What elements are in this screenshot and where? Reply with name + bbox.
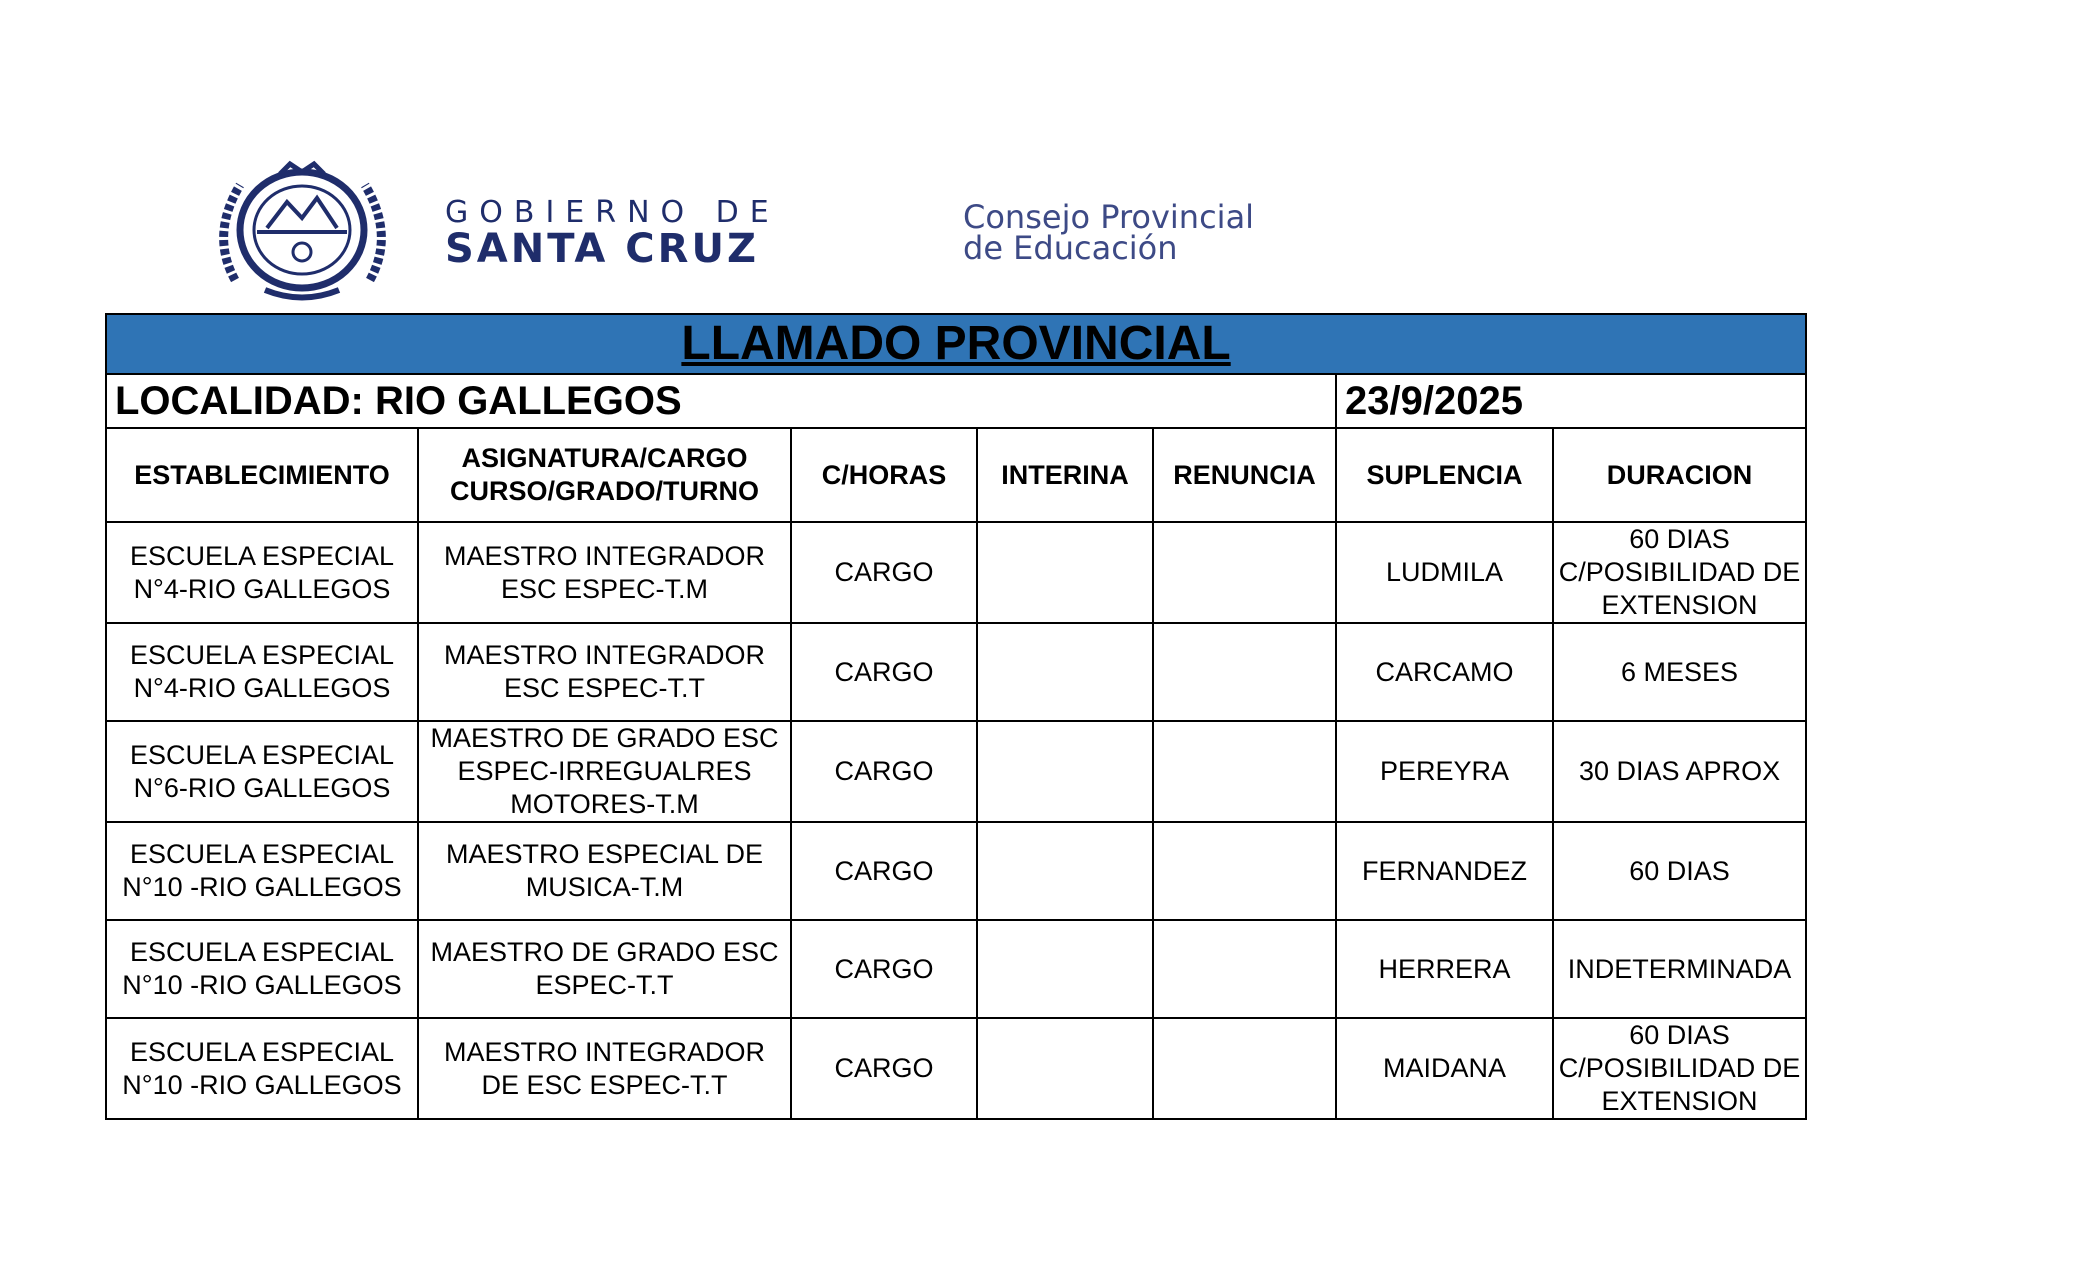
fecha-cell: 23/9/2025	[1336, 374, 1806, 428]
suplencia-cell: HERRERA	[1336, 920, 1553, 1018]
provincial-crest-icon	[205, 160, 400, 305]
asignatura-cell: MAESTRO INTEGRADOR DE ESC ESPEC-T.T	[418, 1018, 791, 1119]
llamado-sheet	[105, 313, 1805, 1120]
consejo-logo-text	[963, 198, 1255, 267]
interina-cell	[977, 522, 1153, 623]
localidad-cell: LOCALIDAD: RIO GALLEGOS	[106, 374, 1336, 428]
letterhead	[205, 160, 1405, 305]
establecimiento-cell: ESCUELA ESPECIAL N°10 -RIO GALLEGOS	[106, 822, 418, 920]
gobierno-line2: SANTA CRUZ	[445, 226, 759, 272]
establecimiento-cell: ESCUELA ESPECIAL N°4-RIO GALLEGOS	[106, 522, 418, 623]
renuncia-cell	[1153, 721, 1336, 822]
localidad-row	[106, 374, 1806, 428]
suplencia-cell: PEREYRA	[1336, 721, 1553, 822]
column-header-row	[106, 428, 1806, 522]
suplencia-cell: MAIDANA	[1336, 1018, 1553, 1119]
column-header: ASIGNATURA/CARGO CURSO/GRADO/TURNO	[418, 428, 791, 522]
duracion-cell: 6 MESES	[1553, 623, 1806, 721]
horas-cell: CARGO	[791, 920, 977, 1018]
column-header: RENUNCIA	[1153, 428, 1336, 522]
title-row	[106, 314, 1806, 374]
suplencia-cell: LUDMILA	[1336, 522, 1553, 623]
asignatura-cell: MAESTRO DE GRADO ESC ESPEC-IRREGUALRES MOTORES-T.M	[418, 721, 791, 822]
table-row	[106, 623, 1806, 721]
horas-cell: CARGO	[791, 1018, 977, 1119]
horas-cell: CARGO	[791, 522, 977, 623]
establecimiento-cell: ESCUELA ESPECIAL N°10 -RIO GALLEGOS	[106, 920, 418, 1018]
column-header: SUPLENCIA	[1336, 428, 1553, 522]
sheet-title: LLAMADO PROVINCIAL	[106, 314, 1806, 374]
renuncia-cell	[1153, 1018, 1336, 1119]
table-row	[106, 822, 1806, 920]
interina-cell	[977, 822, 1153, 920]
table-row	[106, 522, 1806, 623]
horas-cell: CARGO	[791, 822, 977, 920]
column-header: DURACION	[1553, 428, 1806, 522]
asignatura-cell: MAESTRO INTEGRADOR ESC ESPEC-T.M	[418, 522, 791, 623]
interina-cell	[977, 623, 1153, 721]
table-row	[106, 721, 1806, 822]
interina-cell	[977, 920, 1153, 1018]
table-body	[106, 522, 1806, 1119]
consejo-line1: Consejo Provincial	[963, 198, 1255, 236]
establecimiento-cell: ESCUELA ESPECIAL N°4-RIO GALLEGOS	[106, 623, 418, 721]
llamado-table	[105, 313, 1807, 1120]
gobierno-line1: GOBIERNO DE	[445, 195, 780, 230]
renuncia-cell	[1153, 522, 1336, 623]
asignatura-cell: MAESTRO ESPECIAL DE MUSICA-T.M	[418, 822, 791, 920]
suplencia-cell: CARCAMO	[1336, 623, 1553, 721]
column-header: C/HORAS	[791, 428, 977, 522]
duracion-cell: 60 DIAS C/POSIBILIDAD DE EXTENSION	[1553, 522, 1806, 623]
horas-cell: CARGO	[791, 721, 977, 822]
gobierno-logo-text	[445, 195, 780, 272]
duracion-cell: 60 DIAS C/POSIBILIDAD DE EXTENSION	[1553, 1018, 1806, 1119]
interina-cell	[977, 721, 1153, 822]
duracion-cell: INDETERMINADA	[1553, 920, 1806, 1018]
asignatura-cell: MAESTRO DE GRADO ESC ESPEC-T.T	[418, 920, 791, 1018]
horas-cell: CARGO	[791, 623, 977, 721]
renuncia-cell	[1153, 822, 1336, 920]
consejo-line2: de Educación	[963, 229, 1178, 267]
table-row	[106, 920, 1806, 1018]
establecimiento-cell: ESCUELA ESPECIAL N°6-RIO GALLEGOS	[106, 721, 418, 822]
duracion-cell: 30 DIAS APROX	[1553, 721, 1806, 822]
table-row	[106, 1018, 1806, 1119]
column-header: INTERINA	[977, 428, 1153, 522]
duracion-cell: 60 DIAS	[1553, 822, 1806, 920]
renuncia-cell	[1153, 623, 1336, 721]
suplencia-cell: FERNANDEZ	[1336, 822, 1553, 920]
asignatura-cell: MAESTRO INTEGRADOR ESC ESPEC-T.T	[418, 623, 791, 721]
column-header: ESTABLECIMIENTO	[106, 428, 418, 522]
renuncia-cell	[1153, 920, 1336, 1018]
interina-cell	[977, 1018, 1153, 1119]
establecimiento-cell: ESCUELA ESPECIAL N°10 -RIO GALLEGOS	[106, 1018, 418, 1119]
